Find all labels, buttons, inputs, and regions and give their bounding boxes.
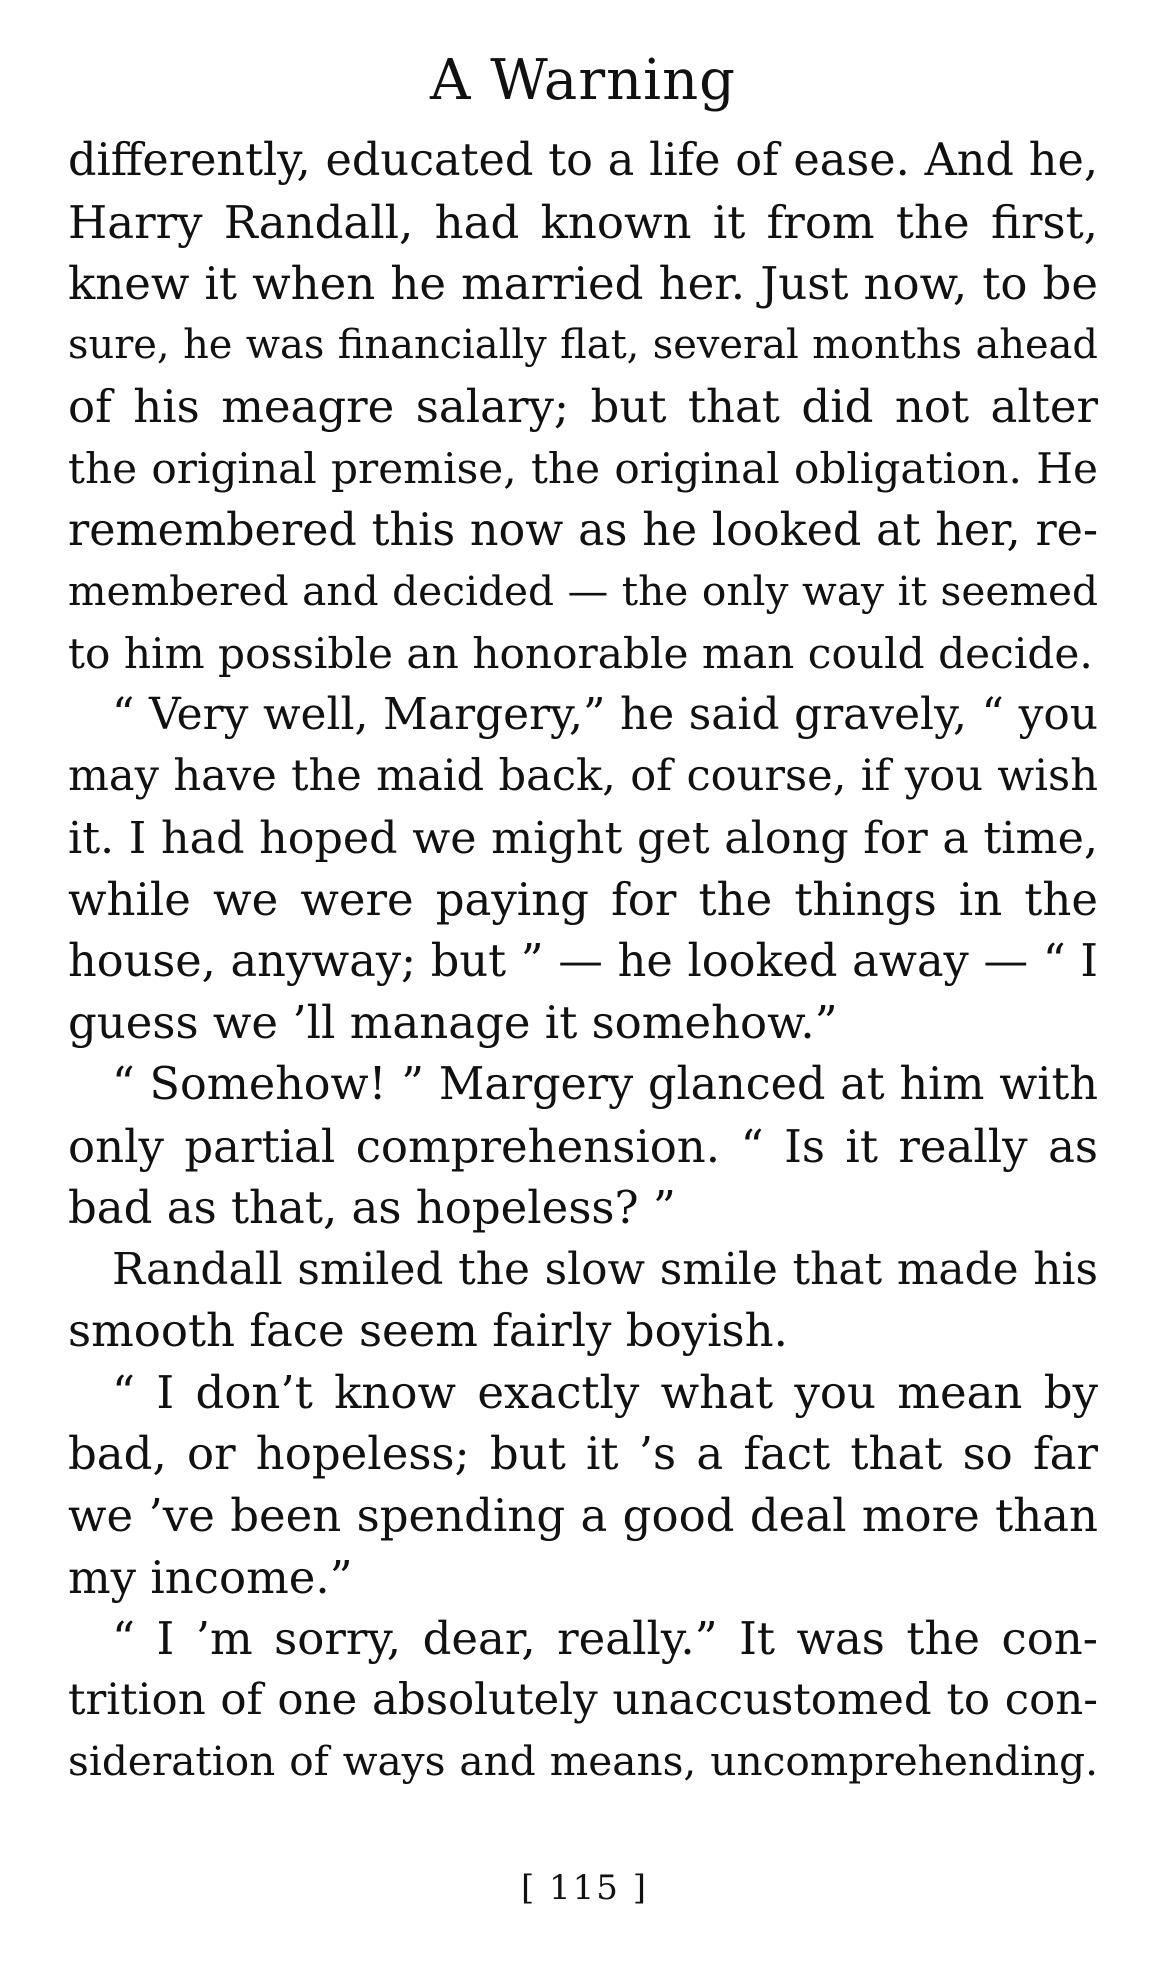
running-head: A Warning <box>430 48 736 113</box>
text-line: bad as that, as hopeless? ” <box>68 1181 676 1235</box>
text-line: house, anyway; but ” — he looked away — “ I <box>68 934 1098 987</box>
text-line: of his meagre salary; but that did not alter <box>68 380 1098 434</box>
text-line: Harry Randall, had known it from the first, <box>68 195 1098 249</box>
text-line: Randall smiled the slow smile that made his <box>112 1243 1098 1295</box>
book-page <box>68 40 1098 1793</box>
text-line: membered and decided — the only way it seemed <box>68 567 1098 616</box>
text-line: “ I don’t know exactly what you mean by <box>112 1365 1098 1419</box>
page-number: [ 115 ] <box>520 1868 649 1908</box>
text-line: trition of one absolutely unaccustomed to con- <box>68 1674 1098 1725</box>
text-line: the original premise, the original obligation. He <box>68 443 1098 493</box>
text-line: sideration of ways and means, uncomprehending. <box>68 1737 1098 1786</box>
text-line: to him possible an honorable man could decide. <box>68 628 1093 678</box>
text-line: “ I ’m sorry, dear, really.” It was the con- <box>112 1612 1098 1666</box>
text-line: my income.” <box>68 1550 353 1604</box>
text-line: only partial comprehension. “ Is it really as <box>68 1119 1098 1173</box>
text-line: remembered this now as he looked at her, re- <box>68 504 1098 556</box>
body-text <box>68 130 1098 1793</box>
text-line: knew it when he married her. Just now, to be <box>68 257 1098 311</box>
text-line: differently, educated to a life of ease. And he, <box>68 134 1098 186</box>
text-line: sure, he was financially flat, several months ahead <box>68 321 1098 368</box>
text-line: “ Somehow! ” Margery glanced at him with <box>112 1058 1098 1110</box>
text-line: while we were paying for the things in the <box>68 873 1098 927</box>
text-line: we ’ve been spending a good deal more than <box>68 1489 1098 1543</box>
text-line: bad, or hopeless; but it ’s a fact that so far <box>68 1427 1098 1481</box>
text-line: smooth face seem fairly boyish. <box>68 1304 788 1358</box>
text-line: guess we ’ll manage it somehow.” <box>68 996 838 1050</box>
text-line: may have the maid back, of course, if you wish <box>68 750 1098 801</box>
text-line: “ Very well, Margery,” he said gravely, “ you <box>112 689 1098 741</box>
text-line: it. I had hoped we might get along for a time, <box>68 812 1098 864</box>
